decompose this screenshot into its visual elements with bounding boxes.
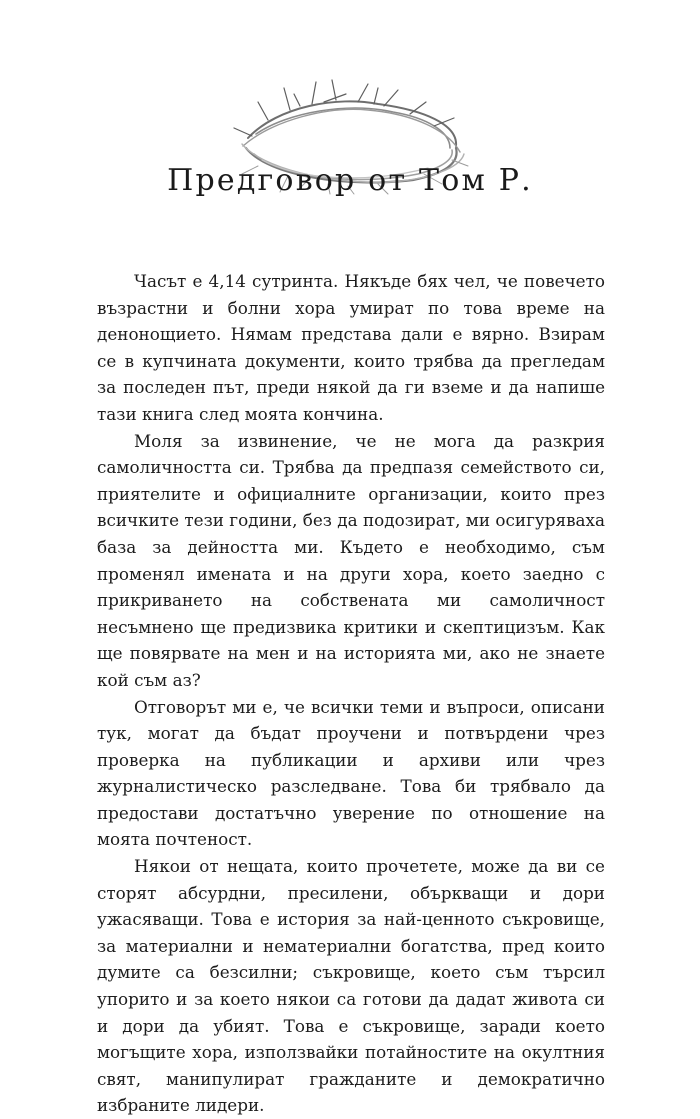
body-text bbox=[97, 268, 605, 1119]
paragraph-2: Моля за извинение, че не мога да разкрия самоличността си. Трябва да предпазя семейството си, приятелите и официалните организации, които през всичките тези години, без да подозират, ми осигуряваха база за дейността ми. Където е необходимо, съм променял имената и на други хора, което заедно с прикриването на собствената ми самоличност несъмнено ще предизвика критики и скептицизъм. Как ще повярвате на мен и на историята ми, ако не знаете кой съм аз? bbox=[97, 430, 605, 690]
paragraph-1: Часът е 4,14 сутринта. Някъде бях чел, че повечето възрастни и болни хора умират по това време на денонощието. Нямам представа дали е вярно. Взирам се в купчината документи, които трябва да прегледам за последен път, преди някой да ги вземе и да напише тази книга след моята кончина. bbox=[97, 271, 605, 424]
page-title: Предговор от Том Р. bbox=[167, 163, 533, 198]
paragraph-4: Някои от нещата, които прочетете, може да ви се сторят абсурдни, пресилени, объркващи и дори ужасяващи. Това е история за най-ценното съкровище, за материални и нематериални богатства, пред които думите са безсилни; съкровище, което съм търсил упорито и за което някои са готови да дадат живота си и дори да убият. Това е съкровище, заради което могъщите хора, използвайки потайностите на окултния свят, манипулират гражданите и демократично избраните лидери. bbox=[97, 856, 605, 1116]
paragraph-3: Отговорът ми е, че всички теми и въпроси, описани тук, могат да бъдат проучени и потвърдени чрез проверка на публикации и архиви или чрез журналистическо разследване. Това би трябвало да предостави достатъчно уверение по отношение на моята почтеност. bbox=[97, 696, 605, 850]
